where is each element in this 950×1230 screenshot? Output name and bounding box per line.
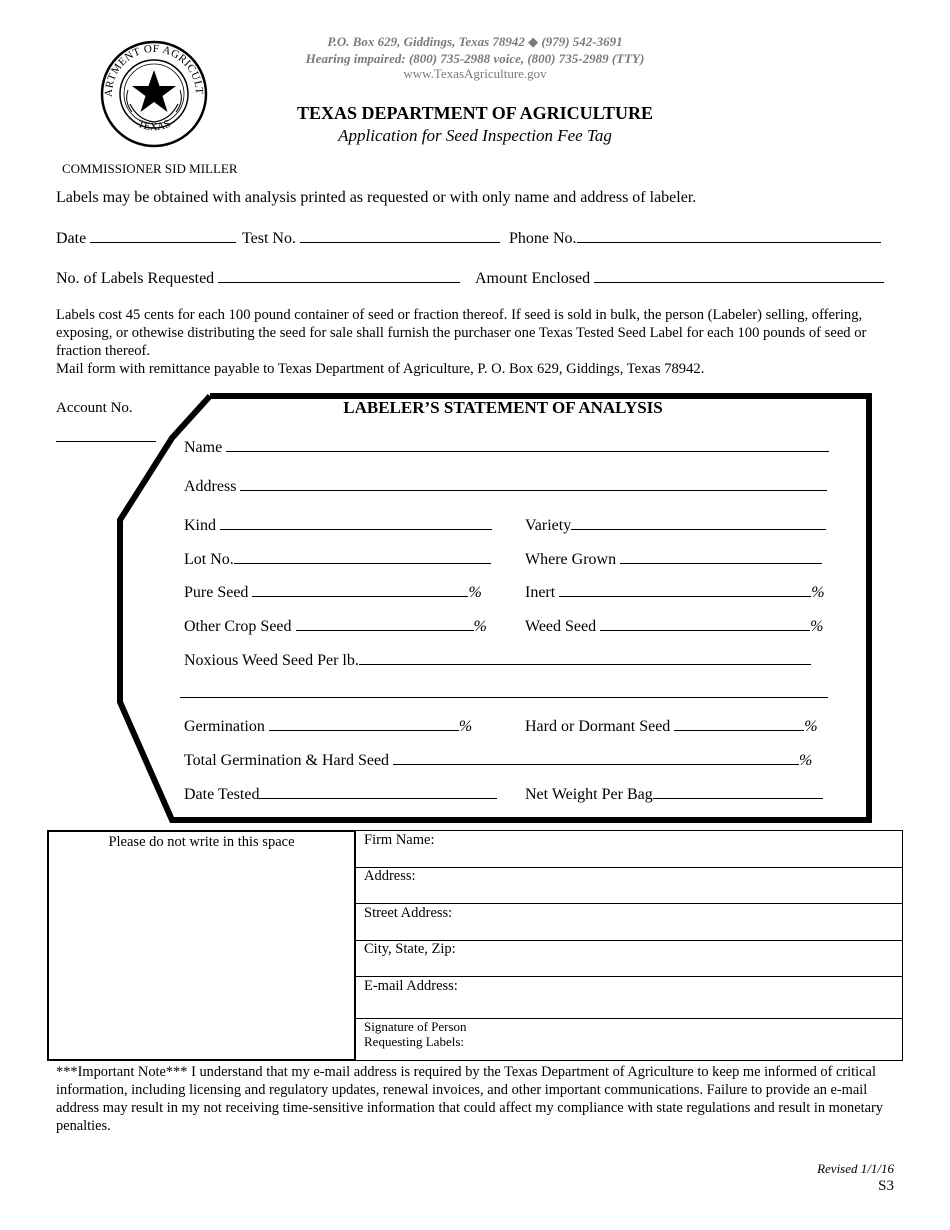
city-state-zip-field[interactable]: [356, 941, 903, 976]
office-use-box: [47, 830, 356, 1061]
weed-seed-label: Weed Seed: [525, 618, 597, 635]
noxious-weed-label: Noxious Weed Seed Per lb.: [184, 652, 359, 669]
address-label: Address: [184, 478, 237, 495]
cost-instructions: Labels cost 45 cents for each 100 pound container of seed or fraction thereof. If seed is sold in bulk, the person (Labeler) selling, offering, exposing, or othewise distributing the seed for sale shall furnish the purchaser one Texas Tested Seed Label for each 100 pounds of seed or fraction thereof.: [56, 307, 867, 359]
variety-input-line[interactable]: [571, 515, 826, 530]
seal-top-text: ARTMENT OF AGRICULT: [102, 42, 206, 98]
net-weight-label: Net Weight Per Bag: [525, 786, 653, 803]
statement-title: LABELER’S STATEMENT OF ANALYSIS: [343, 398, 663, 417]
total-germination-percent: %: [799, 752, 813, 769]
where-grown-field[interactable]: [525, 549, 822, 569]
revised-date: Revised 1/1/16: [817, 1161, 894, 1176]
firm-name-label: Firm Name:: [364, 832, 435, 848]
kind-label: Kind: [184, 517, 216, 534]
inert-field[interactable]: [525, 582, 825, 602]
inert-label: Inert: [525, 584, 556, 601]
other-crop-seed-input-line[interactable]: [296, 616, 474, 631]
germination-field[interactable]: [184, 716, 472, 736]
mail-instructions: Mail form with remittance payable to Texas Department of Agriculture, P. O. Box 629, Giddings, Texas 78942.: [56, 361, 705, 377]
hard-dormant-field[interactable]: [525, 716, 818, 736]
labels-requested-label: No. of Labels Requested: [56, 270, 215, 287]
signature-label-line2: Requesting Labels:: [364, 1034, 465, 1049]
city-state-zip-label: City, State, Zip:: [364, 941, 456, 957]
signature-field[interactable]: [356, 1019, 903, 1060]
net-weight-input-line[interactable]: [653, 784, 823, 799]
date-tested-field[interactable]: [184, 784, 497, 804]
seal-bottom-text: TEXAS: [135, 117, 173, 134]
germination-label: Germination: [184, 718, 265, 735]
weed-seed-field[interactable]: [525, 616, 823, 636]
header-address: P.O. Box 629, Giddings, Texas 78942 ◆ (979) 542-3691: [327, 34, 623, 49]
signature-label-line1: Signature of Person: [364, 1019, 467, 1034]
address-input-line[interactable]: [240, 476, 827, 491]
total-germination-field[interactable]: [184, 750, 812, 770]
amount-enclosed-label: Amount Enclosed: [475, 270, 591, 287]
address-field[interactable]: [184, 476, 827, 496]
name-label: Name: [184, 439, 223, 456]
kind-input-line[interactable]: [220, 515, 492, 530]
name-field[interactable]: [184, 437, 829, 457]
kind-field[interactable]: [184, 515, 492, 535]
date-tested-label: Date Tested: [184, 786, 260, 803]
email-address-field[interactable]: [356, 978, 903, 1018]
date-tested-input-line[interactable]: [259, 784, 497, 799]
important-note: ***Important Note*** I understand that my e-mail address is required by the Texas Department of Agriculture to keep me informed of critical information, including licensing and regulatory updates, renewal invoices, and other important communications. Failure to provide an e-mail address may result in my not receiving time-sensitive information that could affect my compliance with state regulations and result in monetary penalties.: [56, 1064, 883, 1134]
office-use-label: Please do not write in this space: [108, 834, 295, 850]
intro-text: Labels may be obtained with analysis printed as requested or with only name and address of labeler.: [56, 189, 697, 206]
firm-address-label: Address:: [364, 868, 416, 884]
weed-seed-percent: %: [810, 618, 824, 635]
commissioner-name: COMMISSIONER SID MILLER: [62, 161, 238, 176]
phone-label: Phone No.: [509, 230, 577, 247]
total-germination-input-line[interactable]: [393, 750, 799, 765]
account-no-label: Account No.: [56, 400, 133, 416]
street-address-label: Street Address:: [364, 905, 453, 921]
hard-dormant-percent: %: [804, 718, 818, 735]
hard-dormant-input-line[interactable]: [674, 716, 804, 731]
variety-field[interactable]: [525, 515, 826, 535]
pure-seed-input-line[interactable]: [252, 582, 468, 597]
header-hearing-impaired: Hearing impaired: (800) 735-2988 voice, (800) 735-2989 (TTY): [305, 51, 645, 66]
test-no-label: Test No.: [242, 230, 296, 247]
inert-percent: %: [811, 584, 825, 601]
pure-seed-label: Pure Seed: [184, 584, 249, 601]
net-weight-field[interactable]: [525, 784, 823, 804]
form-title: Application for Seed Inspection Fee Tag: [338, 126, 612, 145]
date-label: Date: [56, 230, 87, 247]
noxious-weed-field[interactable]: [184, 650, 811, 670]
other-crop-seed-percent: %: [473, 618, 487, 635]
firm-name-field[interactable]: [356, 832, 903, 867]
email-address-label: E-mail Address:: [364, 978, 458, 994]
firm-row-divider: [356, 903, 903, 904]
variety-label: Variety: [525, 517, 572, 534]
weed-seed-input-line[interactable]: [600, 616, 810, 631]
name-input-line[interactable]: [226, 437, 829, 452]
street-address-field[interactable]: [356, 905, 903, 940]
noxious-weed-extra-line[interactable]: [180, 697, 828, 698]
germination-percent: %: [458, 718, 473, 735]
firm-row-divider: [356, 976, 903, 977]
pure-seed-field[interactable]: [184, 582, 482, 602]
where-grown-input-line[interactable]: [620, 549, 822, 564]
header-website[interactable]: www.TexasAgriculture.gov: [403, 66, 547, 81]
inert-input-line[interactable]: [559, 582, 811, 597]
firm-address-field[interactable]: [356, 868, 903, 903]
hard-dormant-label: Hard or Dormant Seed: [525, 718, 671, 735]
lot-no-field[interactable]: [184, 549, 491, 569]
form-code: S3: [878, 1178, 894, 1194]
agency-title: TEXAS DEPARTMENT OF AGRICULTURE: [297, 103, 653, 123]
other-crop-seed-field[interactable]: [184, 616, 487, 636]
germination-input-line[interactable]: [269, 716, 459, 731]
lot-no-input-line[interactable]: [234, 549, 491, 564]
pure-seed-percent: %: [468, 584, 482, 601]
noxious-weed-input-line[interactable]: [359, 650, 811, 665]
lot-no-label: Lot No.: [184, 551, 234, 568]
total-germination-label: Total Germination & Hard Seed: [184, 752, 390, 769]
where-grown-label: Where Grown: [525, 551, 617, 568]
other-crop-seed-label: Other Crop Seed: [184, 618, 292, 635]
